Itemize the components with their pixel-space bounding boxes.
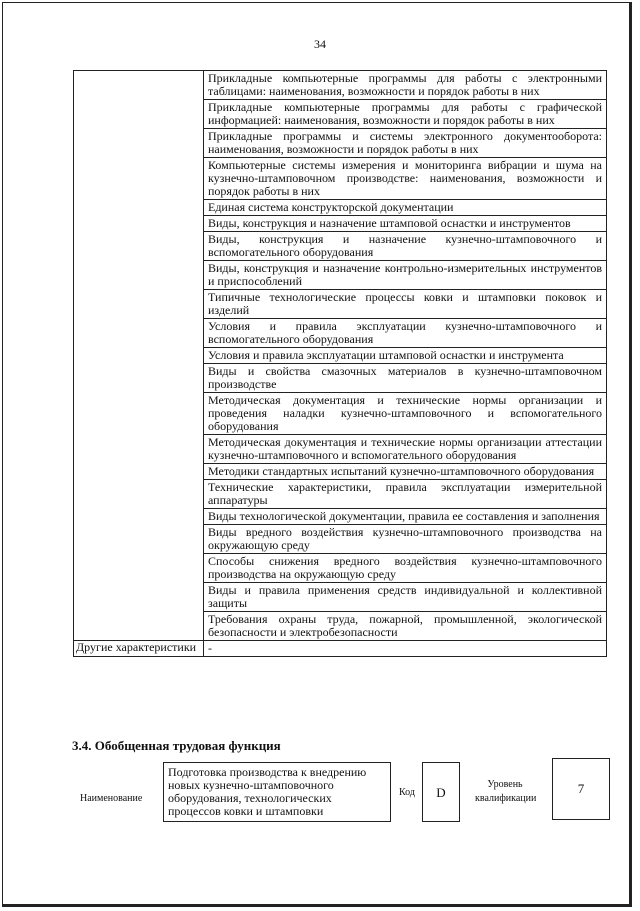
- knowledge-item: Требования охраны труда, пожарной, промышленной, экологической безопасности и электробезопасности: [204, 612, 607, 641]
- code-value: D: [422, 762, 460, 822]
- knowledge-item: Единая система конструкторской документации: [204, 200, 607, 216]
- knowledge-item: Виды вредного воздействия кузнечно-штамповочного производства на окружающую среду: [204, 525, 607, 554]
- knowledge-item: Компьютерные системы измерения и мониторинга вибрации и шума на кузнечно-штамповочном производстве: наименования, возможности и порядок работы в них: [204, 158, 607, 200]
- qualification-level-value: 7: [552, 758, 610, 820]
- section-title: 3.4. Обобщенная трудовая функция: [72, 738, 281, 753]
- knowledge-left-cell: [74, 71, 204, 641]
- code-label: Код: [399, 787, 415, 798]
- knowledge-item: Типичные технологические процессы ковки и штамповки поковок и изделий: [204, 290, 607, 319]
- knowledge-item: Методики стандартных испытаний кузнечно-штамповочного оборудования: [204, 464, 607, 480]
- knowledge-item: Прикладные компьютерные программы для работы с графической информацией: наименования, возможности и порядок работы в них: [204, 100, 607, 129]
- other-characteristics-label: Другие характеристики: [74, 641, 204, 657]
- knowledge-item: Виды, конструкция и назначение штамповой оснастки и инструментов: [204, 216, 607, 232]
- knowledge-item: Прикладные программы и системы электронного документооборота: наименования, возможности и порядок работы в них: [204, 129, 607, 158]
- name-label: Наименование: [80, 793, 143, 804]
- knowledge-item: Виды, конструкция и назначение кузнечно-штамповочного и вспомогательного оборудования: [204, 232, 607, 261]
- function-name-box: Подготовка производства к внедрению новых кузнечно-штамповочного оборудования, технологических процессов ковки и штамповки: [163, 762, 391, 822]
- page-number: 34: [314, 37, 326, 51]
- qualification-level-label: Уровень квалификации: [475, 779, 537, 804]
- other-characteristics-value: -: [204, 641, 607, 657]
- knowledge-item: Виды и правила применения средств индивидуальной и коллективной защиты: [204, 583, 607, 612]
- knowledge-item: Условия и правила эксплуатации штамповой оснастки и инструмента: [204, 348, 607, 364]
- knowledge-table-body: [74, 71, 607, 657]
- knowledge-item: Виды технологической документации, правила ее составления и заполнения: [204, 509, 607, 525]
- knowledge-item: Способы снижения вредного воздействия кузнечно-штамповочного производства на окружающую среду: [204, 554, 607, 583]
- knowledge-item: Виды и свойства смазочных материалов в кузнечно-штамповочном производстве: [204, 364, 607, 393]
- knowledge-table: [73, 70, 607, 657]
- knowledge-item: Технические характеристики, правила эксплуатации измерительной аппаратуры: [204, 480, 607, 509]
- other-characteristics-row: [74, 641, 607, 657]
- table-row: [74, 71, 607, 100]
- knowledge-item: Условия и правила эксплуатации кузнечно-штамповочного и вспомогательного оборудования: [204, 319, 607, 348]
- knowledge-item: Методическая документация и технические нормы организации аттестации кузнечно-штамповочного и вспомогательного оборудования: [204, 435, 607, 464]
- knowledge-item: Методическая документация и технические нормы организации и проведения наладки кузнечно-штамповочного и вспомогательного оборудования: [204, 393, 607, 435]
- knowledge-item: Виды, конструкция и назначение контрольно-измерительных инструментов и приспособлений: [204, 261, 607, 290]
- knowledge-item: Прикладные компьютерные программы для работы с электронными таблицами: наименования, возможности и порядок работы в них: [204, 71, 607, 100]
